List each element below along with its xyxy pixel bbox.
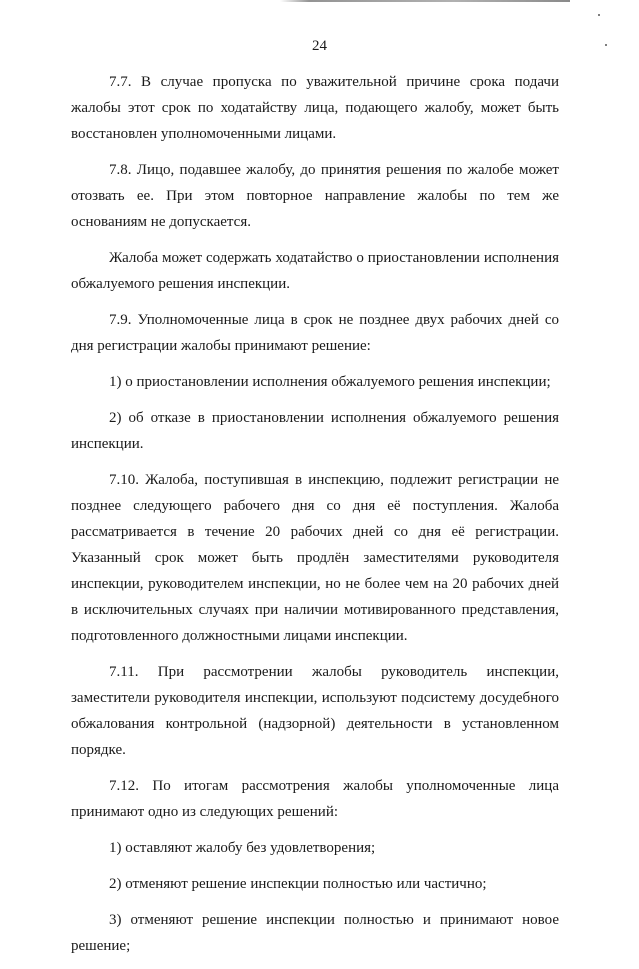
list-item-7-12-2: 2) отменяют решение инспекции полностью или частично; — [109, 876, 487, 892]
paragraph-complaint-petition: Жалоба может содержать ходатайство о приостановлении исполнения обжалуемого решения инспекции. — [71, 250, 559, 292]
list-item-7-9-1: 1) о приостановлении исполнения обжалуемого решения инспекции; — [109, 374, 551, 390]
list-item-7-9-2: 2) об отказе в приостановлении исполнения обжалуемого решения инспекции. — [71, 410, 559, 452]
scan-top-edge-line — [280, 0, 570, 2]
paragraph-7-7: 7.7. В случае пропуска по уважительной причине срока подачи жалобы этот срок по ходатайству лица, подающего жалобу, может быть восстановлен уполномоченными лицами. — [71, 74, 559, 142]
list-item-7-12-3: 3) отменяют решение инспекции полностью и принимают новое решение; — [71, 912, 559, 954]
scan-speck — [598, 14, 600, 16]
paragraph-7-9: 7.9. Уполномоченные лица в срок не позднее двух рабочих дней со дня регистрации жалобы принимают решение: — [71, 312, 559, 354]
paragraph-7-12: 7.12. По итогам рассмотрения жалобы уполномоченные лица принимают одно из следующих решений: — [71, 778, 559, 820]
list-item-7-12-1: 1) оставляют жалобу без удовлетворения; — [109, 840, 376, 856]
paragraph-7-11: 7.11. При рассмотрении жалобы руководитель инспекции, заместители руководителя инспекции, используют подсистему досудебного обжалования контрольной (надзорной) деятельности в установленном порядке. — [71, 664, 559, 758]
paragraph-7-8: 7.8. Лицо, подавшее жалобу, до принятия решения по жалобе может отозвать ее. При этом повторное направление жалобы по тем же основаниям не допускается. — [71, 162, 559, 230]
document-body — [71, 69, 559, 969]
paragraph-7-10: 7.10. Жалоба, поступившая в инспекцию, подлежит регистрации не позднее следующего рабочего дня со дня её поступления. Жалоба рассматривается в течение 20 рабочих дней со дня её регистрации. Указанный срок может быть продлён заместителями руководителя инспекции, руководителем инспекции, но не более чем на 20 рабочих дней в исключительных случаях при наличии мотивированного представления, подготовленного должностными лицами инспекции. — [71, 472, 559, 644]
page-number: 24 — [312, 38, 327, 54]
